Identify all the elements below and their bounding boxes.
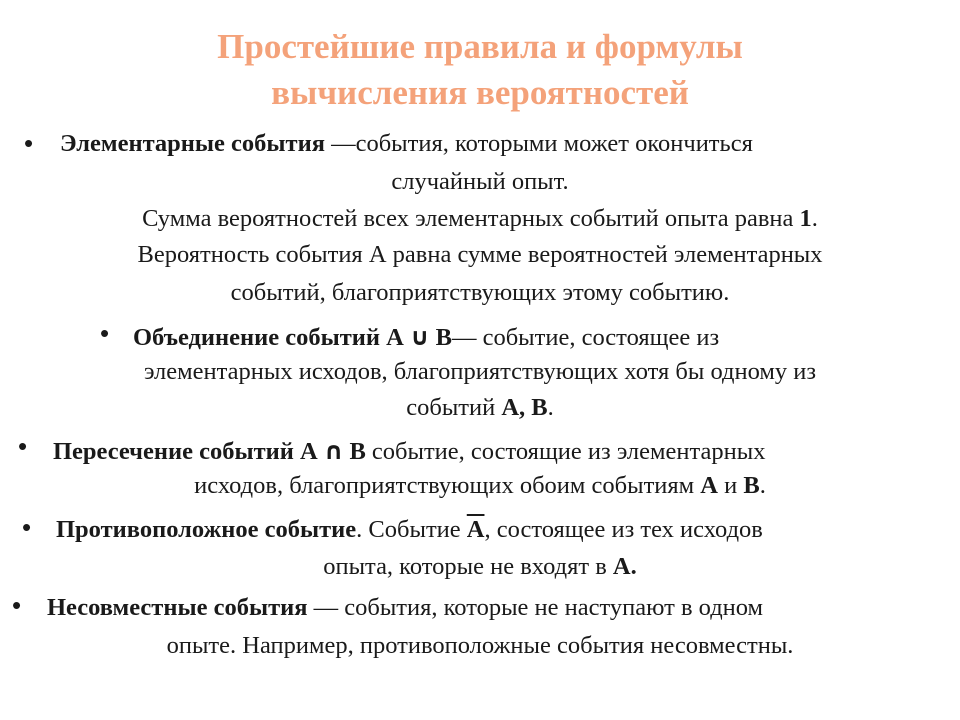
union-def-3c: .: [547, 394, 554, 421]
intersection-def-2b: А: [700, 472, 718, 499]
elementary-def-1: —события, которыми может окончиться: [324, 130, 753, 157]
bullet-icon: •: [12, 590, 22, 620]
union-term: Объединение событий А: [133, 324, 410, 351]
incompatible-term: Несовместные события: [47, 594, 308, 621]
union-term-b: В: [429, 324, 452, 351]
intersection-def-1: событие, состоящие из элементарных: [365, 438, 766, 465]
elementary-sum-end: .: [811, 205, 818, 232]
intersection-def-2e: .: [759, 472, 766, 499]
incompatible-def-2: опыте. Например, противоположные события несовместны.: [166, 632, 794, 659]
slide-title: [0, 24, 960, 116]
elementary-line-1: [60, 129, 753, 159]
elementary-def-2: случайный опыт.: [391, 168, 569, 195]
opposite-line-1: [56, 515, 763, 545]
incompatible-line-1: [47, 593, 763, 623]
union-def-2: элементарных исходов, благоприятствующих хотя бы одному из: [143, 358, 817, 385]
opposite-def-2a: опыта, которые не входят в: [323, 553, 613, 580]
title-line-1: Простейшие правила и формулы: [217, 27, 743, 66]
opposite-event-a: $\overline{A}$: [466, 516, 485, 543]
elementary-line-2: [0, 167, 960, 197]
intersection-symbol: ∩: [323, 437, 344, 465]
intersection-term-b: В: [343, 438, 366, 465]
intersection-def-2d: В: [743, 472, 760, 499]
union-def-3a: событий: [406, 394, 502, 421]
incompatible-def-1: — события, которые не наступают в одном: [307, 594, 764, 621]
incompatible-line-2: [0, 631, 960, 661]
union-line-1: [133, 322, 719, 353]
intersection-line-2: [0, 471, 960, 501]
union-def-1: — событие, состоящее из: [451, 324, 720, 351]
elementary-line-3: [0, 204, 960, 234]
union-def-3b: А, В: [501, 394, 548, 421]
intersection-def-2a: исходов, благоприятствующих обоим событиям: [194, 472, 701, 499]
union-symbol: ∪: [409, 323, 430, 351]
title-line-2: вычисления вероятностей: [271, 73, 689, 112]
intersection-line-1: [53, 436, 765, 467]
elementary-sum-text: Сумма вероятностей всех элементарных событий опыта равна: [142, 205, 800, 232]
bullet-icon: •: [18, 431, 28, 461]
opposite-def-1a: . Событие: [356, 516, 467, 543]
opposite-term: Противоположное событие: [56, 516, 357, 543]
opposite-def-2b: А.: [612, 553, 637, 580]
elementary-line-4: [0, 240, 960, 270]
opposite-def-1c: , состоящее из тех исходов: [484, 516, 763, 543]
elementary-term: Элементарные события: [60, 130, 325, 157]
elementary-prob-1: Вероятность события А равна сумме вероятностей элементарных: [137, 241, 823, 268]
elementary-prob-2: событий, благоприятствующих этому событию.: [230, 279, 730, 306]
bullet-icon: •: [24, 128, 34, 158]
union-line-3: [0, 393, 960, 423]
bullet-icon: •: [100, 318, 110, 348]
bullet-icon: •: [22, 512, 32, 542]
union-line-2: [0, 357, 960, 387]
intersection-def-2c: и: [718, 472, 744, 499]
intersection-term: Пересечение событий А: [53, 438, 324, 465]
elementary-sum-value: 1: [799, 205, 812, 232]
opposite-line-2: [0, 552, 960, 582]
elementary-line-5: [0, 278, 960, 308]
